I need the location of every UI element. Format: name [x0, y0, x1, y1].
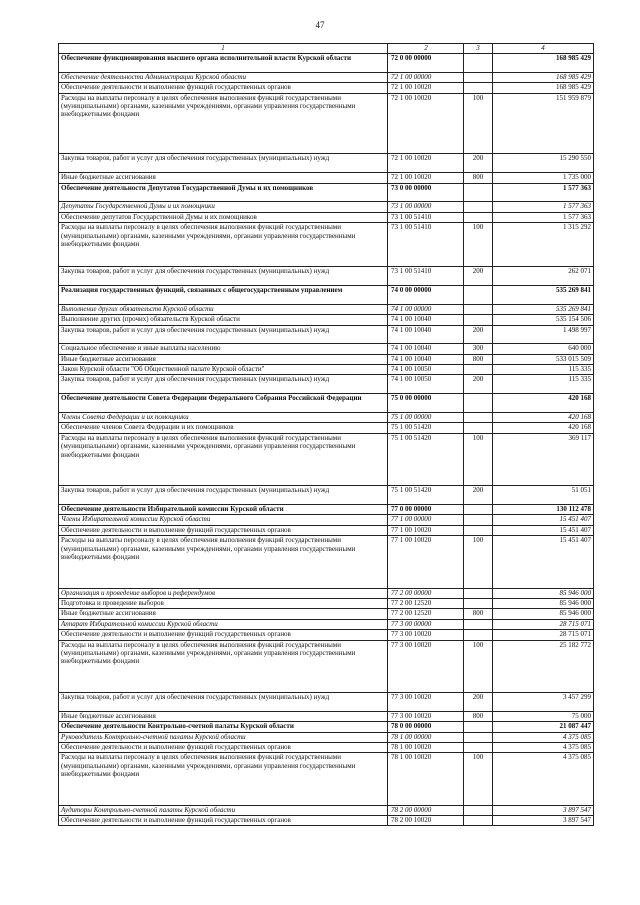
table-row: [59, 640, 594, 692]
row-sum: 1 577 363: [493, 202, 594, 212]
row-type: 800: [464, 711, 493, 721]
table-row: [59, 173, 594, 183]
row-type: [464, 732, 493, 742]
table-row: [59, 609, 594, 619]
row-code: 74 1 00 00000: [388, 304, 464, 314]
table-row: [59, 692, 594, 711]
row-type: [464, 630, 493, 640]
row-name: Выполнение других обязательств Курской области: [59, 304, 388, 314]
table-row: [59, 433, 594, 485]
row-name: Иные бюджетные ассигнования: [59, 173, 388, 183]
table-row: [59, 742, 594, 752]
row-type: 800: [464, 354, 493, 364]
row-code: 77 1 00 10020: [388, 536, 464, 588]
row-sum: 3 897 547: [493, 816, 594, 826]
table-row: [59, 154, 594, 173]
row-name: Закупка товаров, работ и услуг для обеспечения государственных (муниципальных) нужд: [59, 325, 388, 344]
page-number: 47: [315, 20, 325, 30]
row-sum: 369 117: [493, 433, 594, 485]
table-row: [59, 588, 594, 598]
row-type: 200: [464, 325, 493, 344]
row-code: 73 1 00 51410: [388, 267, 464, 286]
row-code: 74 1 00 10040: [388, 344, 464, 354]
row-sum: 151 959 879: [493, 93, 594, 154]
row-code: 72 1 00 10020: [388, 173, 464, 183]
row-sum: 640 000: [493, 344, 594, 354]
table-row: [59, 54, 594, 73]
table-row: [59, 630, 594, 640]
table-row: [59, 805, 594, 815]
row-code: 78 2 00 10020: [388, 816, 464, 826]
row-sum: 15 451 407: [493, 515, 594, 525]
row-name: Подготовка и проведение выборов: [59, 599, 388, 609]
row-code: 74 1 00 10050: [388, 375, 464, 394]
row-type: [464, 515, 493, 525]
row-type: [464, 588, 493, 598]
row-type: [464, 315, 493, 325]
row-code: 78 2 00 00000: [388, 805, 464, 815]
row-name: Обеспечение деятельности и выполнение функций государственных органов: [59, 816, 388, 826]
row-sum: 4 375 085: [493, 742, 594, 752]
table-row: [59, 304, 594, 314]
header-col-2: 2: [388, 44, 464, 54]
row-type: [464, 423, 493, 433]
row-sum: 115 335: [493, 375, 594, 394]
row-code: 74 1 00 10040: [388, 354, 464, 364]
row-sum: 75 000: [493, 711, 594, 721]
row-type: [464, 285, 493, 304]
row-name: Обеспечение деятельности и выполнение функций государственных органов: [59, 83, 388, 93]
row-sum: 3 457 299: [493, 692, 594, 711]
table-row: [59, 599, 594, 609]
row-code: 78 1 00 00000: [388, 732, 464, 742]
row-type: [464, 54, 493, 73]
row-code: 73 1 00 51410: [388, 223, 464, 267]
table-row: [59, 423, 594, 433]
table-row: [59, 375, 594, 394]
row-code: 73 1 00 00000: [388, 202, 464, 212]
row-sum: 4 375 085: [493, 732, 594, 742]
row-code: 77 3 00 10020: [388, 630, 464, 640]
row-type: [464, 505, 493, 515]
row-code: 77 0 00 00000: [388, 505, 464, 515]
row-name: Обеспечение деятельности и выполнение функций государственных органов: [59, 525, 388, 535]
table-row: [59, 72, 594, 82]
row-name: Организация и проведение выборов и референдумов: [59, 588, 388, 598]
row-sum: 85 946 000: [493, 609, 594, 619]
row-name: Иные бюджетные ассигнования: [59, 711, 388, 721]
row-sum: 535 154 506: [493, 315, 594, 325]
row-code: 73 0 00 00000: [388, 183, 464, 202]
table-row: [59, 183, 594, 202]
row-type: [464, 212, 493, 222]
row-sum: 15 451 407: [493, 525, 594, 535]
row-name: Обеспечение депутатов Государственной Думы и их помощников: [59, 212, 388, 222]
row-name: Расходы на выплаты персоналу в целях обеспечения выполнения функций государственными (муниципальными) органами, казенными учреждениями, органами управления государственными внебюджетными фондами: [59, 223, 388, 267]
row-sum: 168 985 429: [493, 83, 594, 93]
row-name: Закупка товаров, работ и услуг для обеспечения государственных (муниципальных) нужд: [59, 154, 388, 173]
table-row: [59, 365, 594, 375]
row-type: 100: [464, 93, 493, 154]
table-row: [59, 722, 594, 732]
row-name: Расходы на выплаты персоналу в целях обеспечения выполнения функций государственными (муниципальными) органами, казенными учреждениями, органами управления государственными внебюджетными фондами: [59, 433, 388, 485]
row-sum: 25 182 772: [493, 640, 594, 692]
row-code: 77 2 00 00000: [388, 588, 464, 598]
table-row: [59, 344, 594, 354]
row-sum: 420 168: [493, 394, 594, 413]
table-row: [59, 354, 594, 364]
row-sum: 4 375 085: [493, 753, 594, 805]
row-code: 75 1 00 51420: [388, 486, 464, 505]
row-code: 77 3 00 10020: [388, 640, 464, 692]
row-name: Закупка товаров, работ и услуг для обеспечения государственных (муниципальных) нужд: [59, 267, 388, 286]
row-code: 72 1 00 10020: [388, 83, 464, 93]
table-row: [59, 753, 594, 805]
row-type: [464, 722, 493, 732]
table-row: [59, 413, 594, 423]
row-name: Реализация государственных функций, связанных с общегосударственным управлением: [59, 285, 388, 304]
row-type: [464, 742, 493, 752]
row-type: [464, 413, 493, 423]
row-type: 200: [464, 267, 493, 286]
row-code: 74 1 00 10050: [388, 365, 464, 375]
table-row: [59, 202, 594, 212]
row-type: 100: [464, 753, 493, 805]
row-sum: 1 315 292: [493, 223, 594, 267]
row-type: [464, 816, 493, 826]
row-name: Иные бюджетные ассигнования: [59, 609, 388, 619]
row-name: Депутаты Государственной Думы и их помощники: [59, 202, 388, 212]
row-sum: 85 946 000: [493, 588, 594, 598]
table-row: [59, 285, 594, 304]
table-row: [59, 83, 594, 93]
budget-table: [58, 43, 594, 826]
row-type: 200: [464, 486, 493, 505]
header-col-4: 4: [493, 44, 594, 54]
row-name: Обеспечение деятельности Совета Федерации Федерального Собрания Российской Федерации: [59, 394, 388, 413]
row-sum: 420 168: [493, 423, 594, 433]
row-type: [464, 183, 493, 202]
row-sum: 1 735 000: [493, 173, 594, 183]
row-sum: 115 335: [493, 365, 594, 375]
row-name: Обеспечение деятельности и выполнение функций государственных органов: [59, 630, 388, 640]
table-row: [59, 515, 594, 525]
row-sum: 28 715 071: [493, 630, 594, 640]
row-name: Обеспечение деятельности Депутатов Государственной Думы и их помощников: [59, 183, 388, 202]
row-sum: 533 015 509: [493, 354, 594, 364]
row-type: 300: [464, 344, 493, 354]
row-code: 78 0 00 00000: [388, 722, 464, 732]
row-type: 200: [464, 375, 493, 394]
row-code: 75 1 00 51420: [388, 433, 464, 485]
row-type: 100: [464, 640, 493, 692]
row-name: Расходы на выплаты персоналу в целях обеспечения выполнения функций государственными (муниципальными) органами, казенными учреждениями, органами управления государственными внебюджетными фондами: [59, 536, 388, 588]
row-sum: 535 269 841: [493, 304, 594, 314]
table-row: [59, 223, 594, 267]
row-name: Расходы на выплаты персоналу в целях обеспечения выполнения функций государственными (муниципальными) органами, казенными учреждениями, органами управления государственными внебюджетными фондами: [59, 640, 388, 692]
row-sum: 1 577 363: [493, 212, 594, 222]
row-type: [464, 202, 493, 212]
row-code: 75 1 00 00000: [388, 413, 464, 423]
row-name: Обеспечение функционирования высшего органа исполнительной власти Курской области: [59, 54, 388, 73]
row-code: 73 1 00 51410: [388, 212, 464, 222]
row-type: [464, 805, 493, 815]
row-code: 72 0 00 00000: [388, 54, 464, 73]
table-row: [59, 732, 594, 742]
row-sum: 168 985 429: [493, 72, 594, 82]
row-type: [464, 599, 493, 609]
row-sum: 1 498 997: [493, 325, 594, 344]
row-code: 77 2 00 12520: [388, 609, 464, 619]
row-type: [464, 72, 493, 82]
header-col-3: 3: [464, 44, 493, 54]
row-name: Обеспечение деятельности Избирательной комиссии Курской области: [59, 505, 388, 515]
row-code: 72 1 00 00000: [388, 72, 464, 82]
table-row: [59, 394, 594, 413]
row-type: [464, 525, 493, 535]
table-row: [59, 536, 594, 588]
table-row: [59, 486, 594, 505]
row-code: 75 1 00 51420: [388, 423, 464, 433]
header-col-1: 1: [59, 44, 388, 54]
row-type: 800: [464, 173, 493, 183]
row-type: [464, 365, 493, 375]
row-type: [464, 304, 493, 314]
row-code: 78 1 00 10020: [388, 742, 464, 752]
table-row: [59, 325, 594, 344]
row-name: Руководитель Контрольно-счетной палаты Курской области: [59, 732, 388, 742]
row-code: 72 1 00 10020: [388, 154, 464, 173]
row-name: Аппарат Избирательной комиссии Курской области: [59, 619, 388, 629]
row-name: Обеспечение членов Совета Федерации и их помощников: [59, 423, 388, 433]
row-name: Выполнение других (прочих) обязательств Курской области: [59, 315, 388, 325]
row-sum: 21 087 447: [493, 722, 594, 732]
row-code: 78 1 00 10020: [388, 753, 464, 805]
row-code: 74 1 00 10040: [388, 315, 464, 325]
row-sum: 85 946 000: [493, 599, 594, 609]
row-type: 100: [464, 223, 493, 267]
row-code: 77 1 00 00000: [388, 515, 464, 525]
row-type: 100: [464, 433, 493, 485]
row-sum: 262 071: [493, 267, 594, 286]
row-code: 77 3 00 10020: [388, 692, 464, 711]
row-name: Иные бюджетные ассигнования: [59, 354, 388, 364]
row-name: Закупка товаров, работ и услуг для обеспечения государственных (муниципальных) нужд: [59, 486, 388, 505]
row-sum: 168 985 429: [493, 54, 594, 73]
row-sum: 3 897 547: [493, 805, 594, 815]
row-sum: 1 577 363: [493, 183, 594, 202]
row-type: [464, 619, 493, 629]
row-name: Обеспечение деятельности Контрольно-счетной палаты Курской области: [59, 722, 388, 732]
row-type: 200: [464, 692, 493, 711]
table-row: [59, 525, 594, 535]
row-name: Аудиторы Контрольно-счетной палаты Курской области: [59, 805, 388, 815]
row-sum: 535 269 841: [493, 285, 594, 304]
table-row: [59, 315, 594, 325]
row-code: 77 3 00 10020: [388, 711, 464, 721]
row-name: Закупка товаров, работ и услуг для обеспечения государственных (муниципальных) нужд: [59, 692, 388, 711]
table-row: [59, 619, 594, 629]
row-code: 77 1 00 10020: [388, 525, 464, 535]
row-name: Расходы на выплаты персоналу в целях обеспечения выполнения функций государственными (муниципальными) органами, казенными учреждениями, органами управления государственными внебюджетными фондами: [59, 753, 388, 805]
table-row: [59, 505, 594, 515]
row-type: 200: [464, 154, 493, 173]
table-row: [59, 93, 594, 154]
row-sum: 420 168: [493, 413, 594, 423]
row-name: Обеспечение деятельности Администрации Курской области: [59, 72, 388, 82]
table-row: [59, 267, 594, 286]
row-code: 72 1 00 10020: [388, 93, 464, 154]
row-name: Обеспечение деятельности и выполнение функций государственных органов: [59, 742, 388, 752]
row-type: [464, 83, 493, 93]
row-type: 100: [464, 536, 493, 588]
row-sum: 28 715 071: [493, 619, 594, 629]
row-name: Члены Совета Федерации и их помощники: [59, 413, 388, 423]
row-sum: 130 112 478: [493, 505, 594, 515]
row-name: Расходы на выплаты персоналу в целях обеспечения выполнения функций государственными (муниципальными) органами, казенными учреждениями, органами управления государственными внебюджетными фондами: [59, 93, 388, 154]
row-code: 77 2 00 12520: [388, 599, 464, 609]
row-name: Закупка товаров, работ и услуг для обеспечения государственных (муниципальных) нужд: [59, 375, 388, 394]
row-sum: 15 290 550: [493, 154, 594, 173]
row-code: 77 3 00 00000: [388, 619, 464, 629]
row-sum: 15 451 407: [493, 536, 594, 588]
row-sum: 51 051: [493, 486, 594, 505]
table-row: [59, 212, 594, 222]
row-name: Члены Избирательной комиссии Курской области: [59, 515, 388, 525]
row-type: [464, 394, 493, 413]
row-name: Социальное обеспечение и иные выплаты населению: [59, 344, 388, 354]
row-code: 74 0 00 00000: [388, 285, 464, 304]
row-name: Закон Курской области "Об Общественной палате Курской области": [59, 365, 388, 375]
row-type: 800: [464, 609, 493, 619]
row-code: 74 1 00 10040: [388, 325, 464, 344]
table-row: [59, 711, 594, 721]
row-code: 75 0 00 00000: [388, 394, 464, 413]
table-header-row: [59, 44, 594, 54]
table-row: [59, 816, 594, 826]
